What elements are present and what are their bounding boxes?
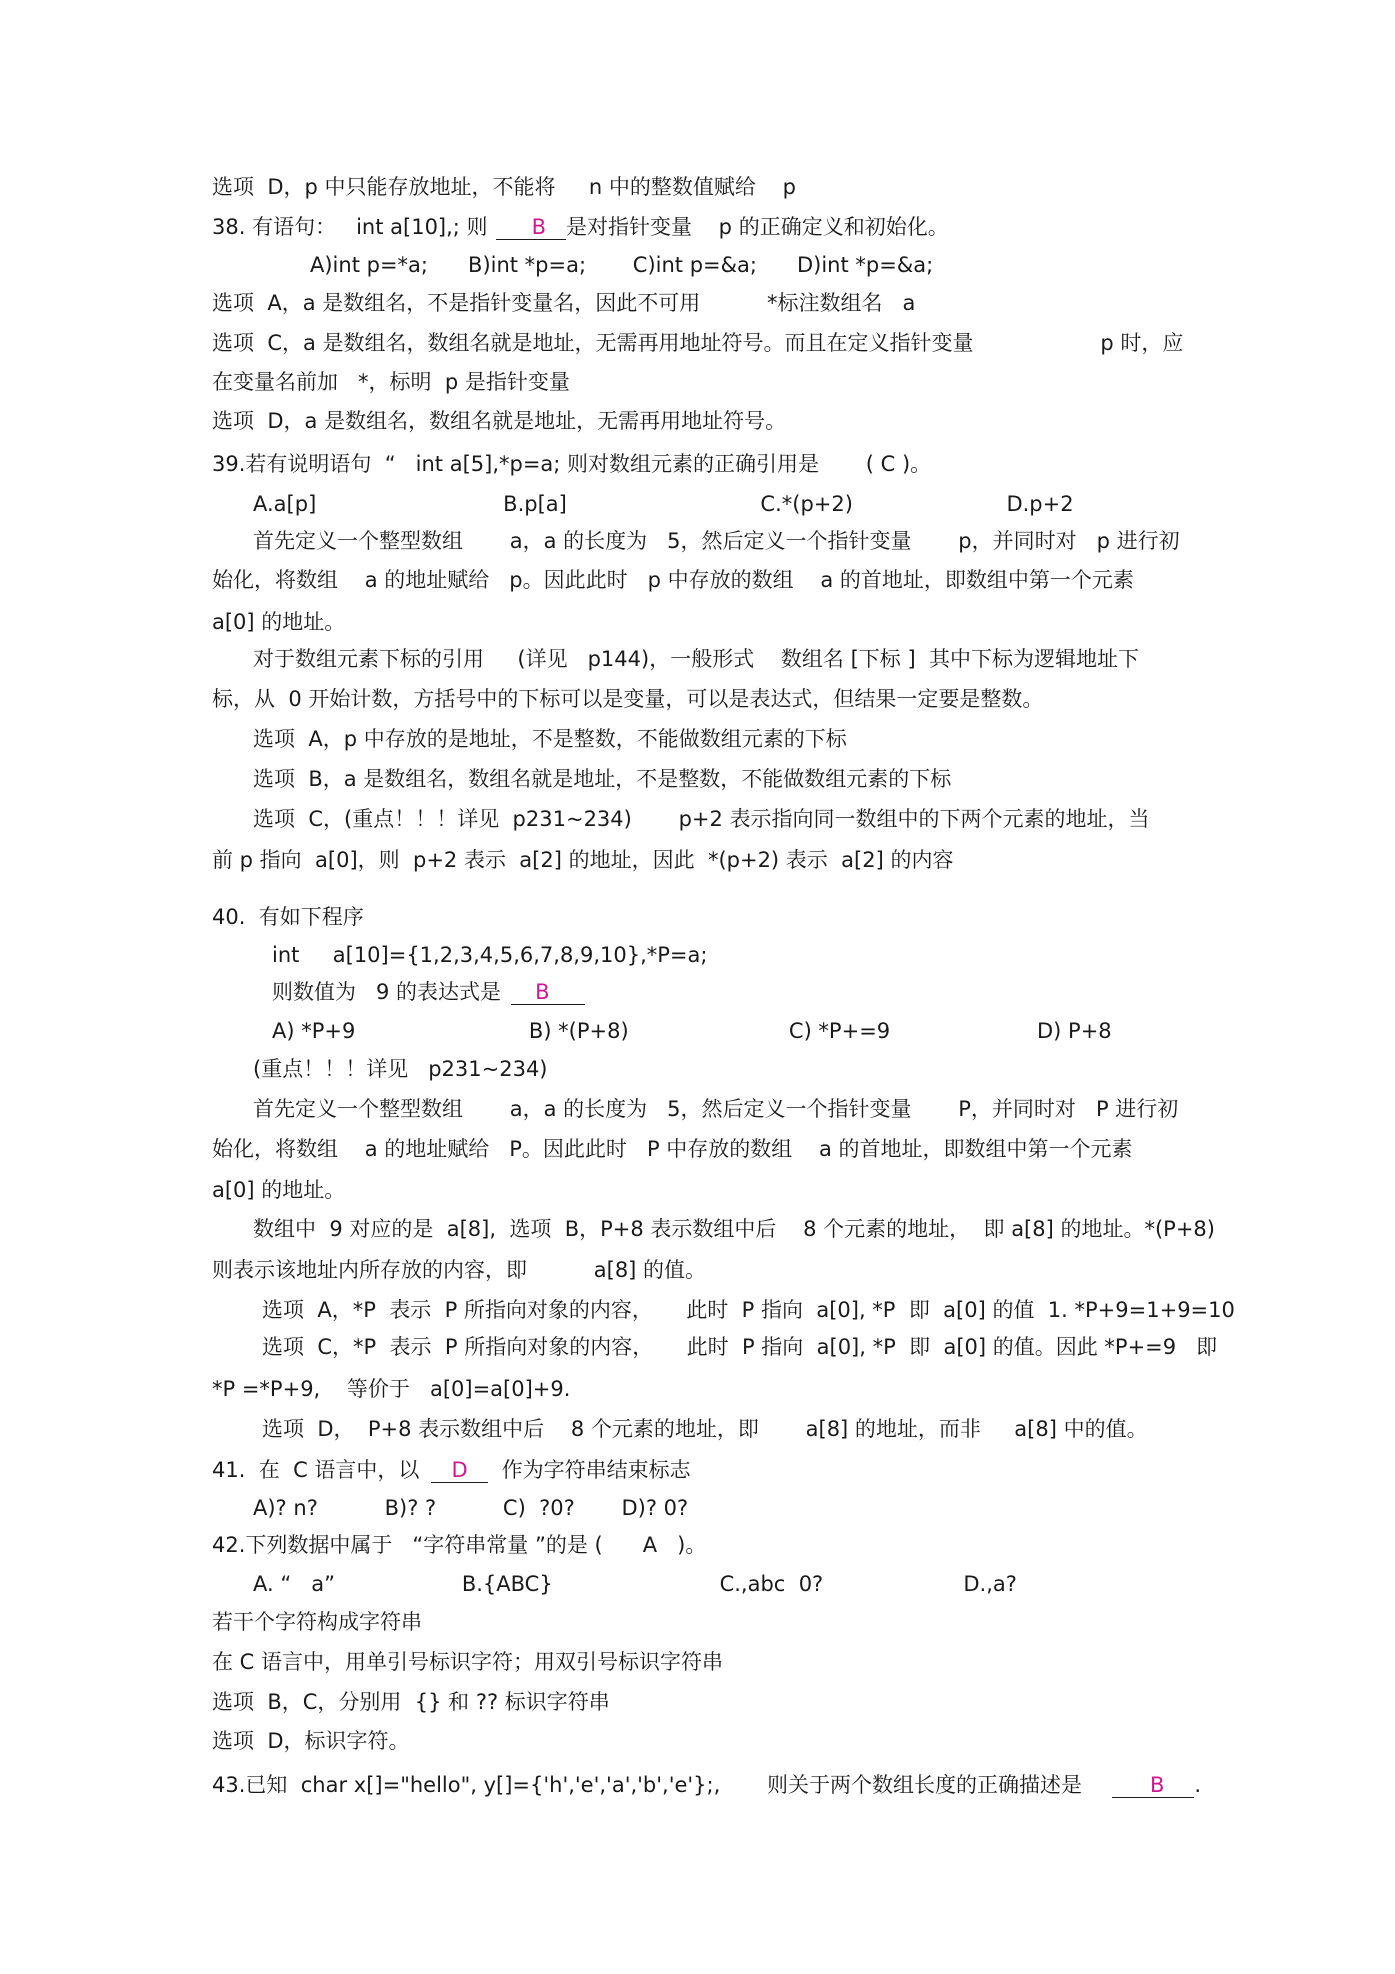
question-42: 42.下列数据中属于 “字符串常量 ”的是 ( A )。 [212, 1533, 707, 1557]
text-line: 则表示该地址内所存放的内容，即 a[8] 的值。 [212, 1258, 707, 1282]
text-line: a[0] 的地址。 [212, 610, 346, 634]
answer-38: B [531, 215, 546, 239]
text-line: 选项 C，(重点！！！详见 p231~234) p+2 表示指向同一数组中的下两个元素的地址，当 [253, 807, 1150, 831]
options-39: A.a[p] B.p[a] C.*(p+2) D.p+2 [253, 492, 1074, 516]
question-38-tail: 是对指针变量 p 的正确定义和初始化。 [565, 215, 949, 239]
text-line: 选项 C，*P 表示 P 所指向对象的内容， 此时 P 指向 a[0], *P 即 a[0] 的值。因此 *P+=9 即 [262, 1335, 1218, 1359]
text-line: 选项 A，p 中存放的是地址，不是整数，不能做数组元素的下标 [253, 727, 847, 751]
answer-40: B [535, 980, 550, 1004]
question-40: 40. 有如下程序 [212, 905, 364, 929]
question-38 [212, 213, 1245, 241]
options-41: A)? n? B)? ? C) ?0? D)? 0? [253, 1496, 689, 1520]
text-line: 始化，将数组 a 的地址赋给 P。因此此时 P 中存放的数组 a 的首地址，即数组中第一个元素 [212, 1137, 1133, 1161]
text-line: 若干个字符构成字符串 [212, 1610, 422, 1634]
options-38: A)int p=*a; B)int *p=a; C)int p=&a; D)int *p=&a; [310, 253, 934, 277]
text-line: 首先定义一个整型数组 a，a 的长度为 5，然后定义一个指针变量 p，并同时对 p 进行初 [253, 529, 1180, 553]
answer-41: D [451, 1458, 468, 1482]
code-line: int a[10]={1,2,3,4,5,6,7,8,9,10},*P=a; [272, 943, 708, 967]
question-39: 39.若有说明语句 “ int a[5],*p=a; 则对数组元素的正确引用是 ( C )。 [212, 452, 932, 476]
text-line: 选项 B，C，分别用 {} 和 ?? 标识字符串 [212, 1690, 610, 1714]
text-line: 选项 A，a 是数组名，不是指针变量名，因此不可用 *标注数组名 a [212, 291, 916, 315]
text-line: 选项 D，标识字符。 [212, 1729, 410, 1753]
question-38-stem: 38. 有语句： int a[10],; 则 [212, 215, 488, 239]
answer-43: B [1150, 1773, 1165, 1797]
text-line: 选项 D， P+8 表示数组中后 8 个元素的地址，即 a[8] 的地址，而非 a[8] 中的值。 [262, 1417, 1148, 1441]
question-41: 41. 在 C 语言中，以 D 作为字符串结束标志 [212, 1458, 691, 1482]
text-line: (重点！！！详见 p231~234) [253, 1057, 548, 1081]
text-line: 选项 D，a 是数组名，数组名就是地址，无需再用地址符号。 [212, 409, 787, 433]
text-line: *P =*P+9, 等价于 a[0]=a[0]+9. [212, 1377, 571, 1401]
text-line: 选项 B，a 是数组名，数组名就是地址，不是整数，不能做数组元素的下标 [253, 767, 952, 791]
text-line: 选项 A，*P 表示 P 所指向对象的内容， 此时 P 指向 a[0], *P 即 a[0] 的值 1. *P+9=1+9=10 [262, 1298, 1235, 1322]
text-line: 在 C 语言中，用单引号标识字符；用双引号标识字符串 [212, 1650, 724, 1674]
question-40-stem: 则数值为 9 的表达式是 B [272, 978, 1245, 1006]
text-line: 标，从 0 开始计数，方括号中的下标可以是变量，可以是表达式，但结果一定要是整数。 [212, 687, 1044, 711]
text-line: 选项 C，a 是数组名，数组名就是地址，无需再用地址符号。而且在定义指针变量 p 时，应 [212, 331, 1184, 355]
options-40: A) *P+9 B) *(P+8) C) *P+=9 D) P+8 [272, 1019, 1112, 1043]
text-line: 选项 D，p 中只能存放地址，不能将 n 中的整数值赋给 p [212, 175, 796, 199]
options-42: A. “ a” B.{ABC} C.,abc 0? D.,a? [253, 1572, 1017, 1596]
text-line: 始化，将数组 a 的地址赋给 p。因此此时 p 中存放的数组 a 的首地址，即数组中第一个元素 [212, 568, 1134, 592]
text-line: a[0] 的地址。 [212, 1178, 346, 1202]
text-line: 数组中 9 对应的是 a[8], 选项 B，P+8 表示数组中后 8 个元素的地址， 即 a[8] 的地址。*(P+8) [253, 1217, 1215, 1241]
text-line: 在变量名前加 *，标明 p 是指针变量 [212, 370, 570, 394]
text-line: 前 p 指向 a[0]，则 p+2 表示 a[2] 的地址，因此 *(p+2) 表示 a[2] 的内容 [212, 848, 954, 872]
text-line: 首先定义一个整型数组 a，a 的长度为 5，然后定义一个指针变量 P，并同时对 P 进行初 [253, 1097, 1179, 1121]
question-43: 43.已知 char x[]="hello", y[]={'h','e','a','b','e'};, 则关于两个数组长度的正确描述是 B . [212, 1773, 1202, 1797]
text-line: 对于数组元素下标的引用 (详见 p144)，一般形式 数组名 [下标 ] 其中下标为逻辑地址下 [253, 647, 1139, 671]
